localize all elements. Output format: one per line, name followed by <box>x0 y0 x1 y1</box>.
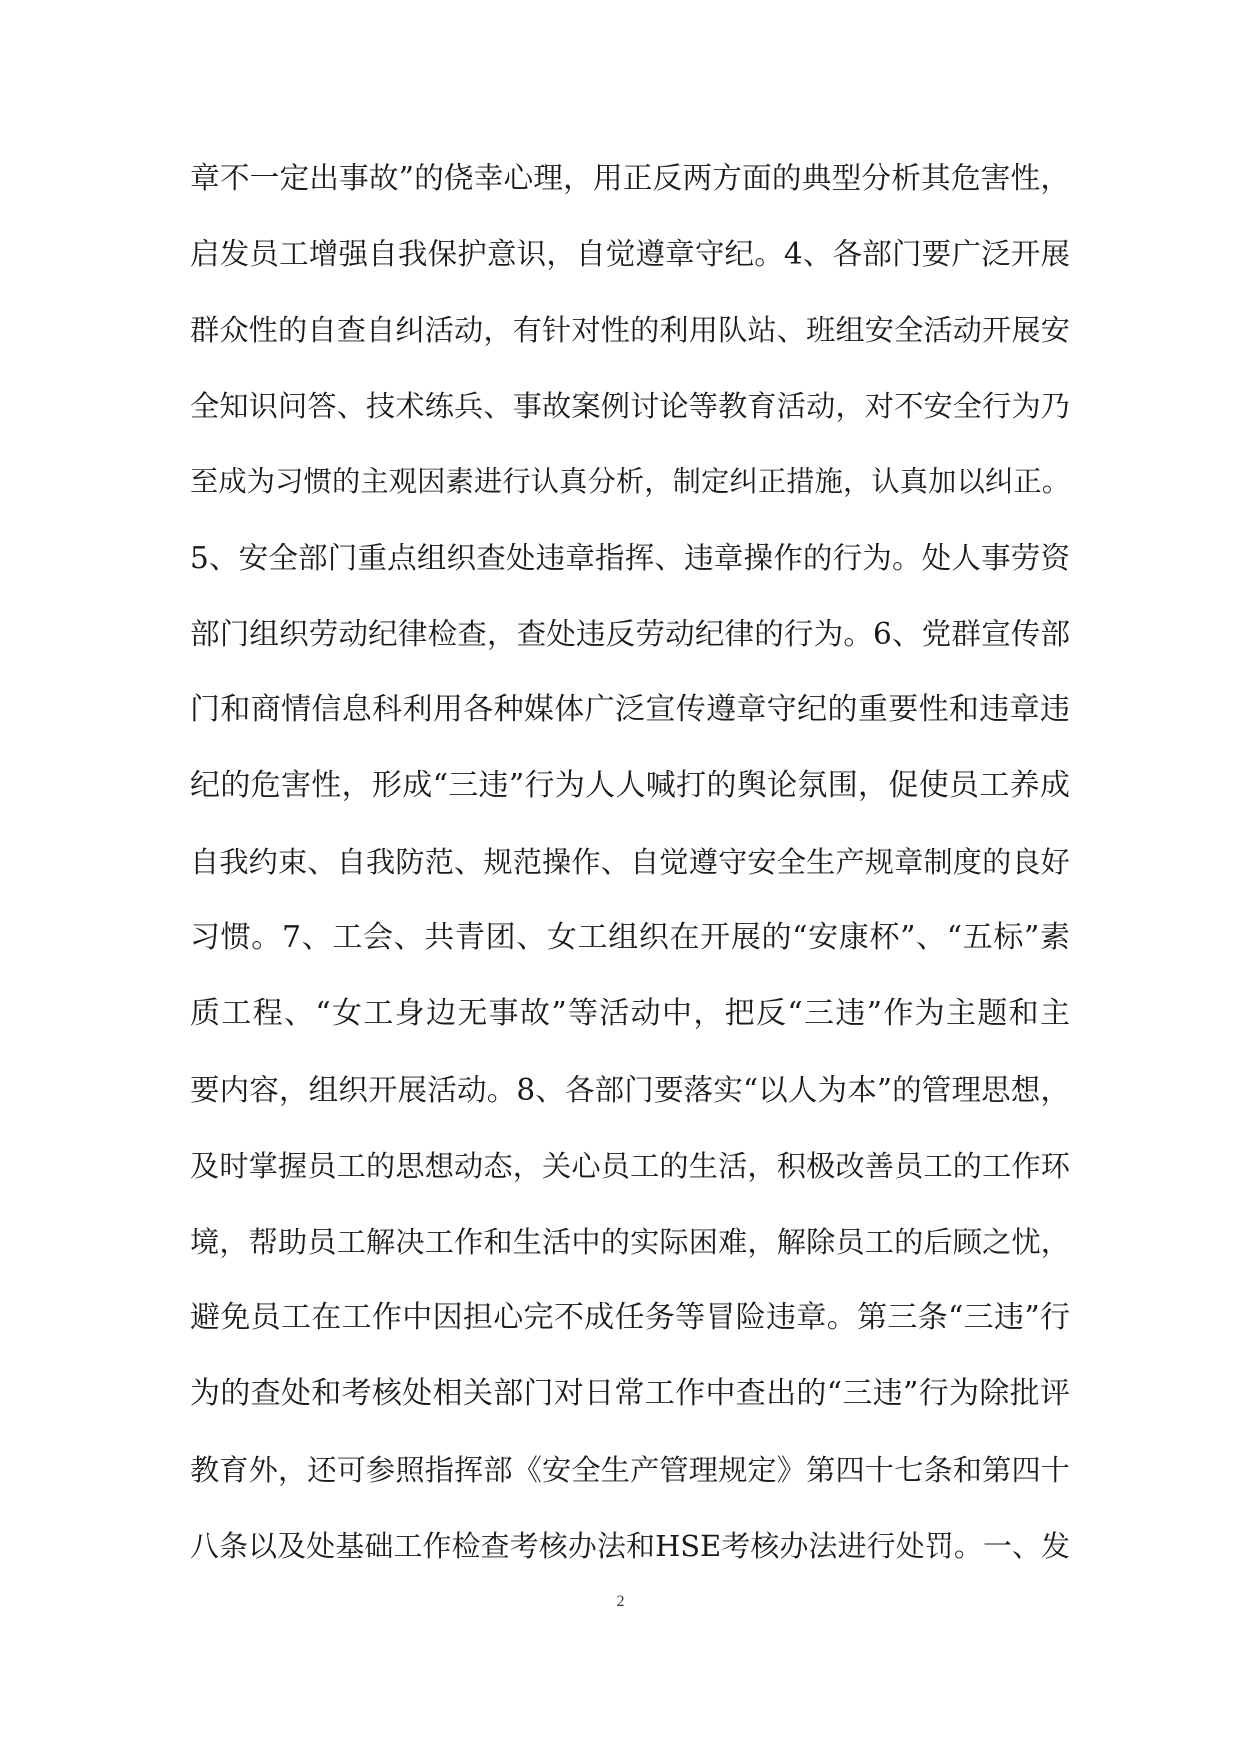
page-number: 2 <box>616 1593 625 1610</box>
text-line: 章不一定出事故”的侥幸心理，用正反两方面的典型分析其危害性， <box>190 160 1070 195</box>
text-line: 至成为习惯的主观因素进行认真分析，制定纠正措施，认真加以纠正。 <box>190 465 1070 498</box>
text-line: 质工程、“女工身边无事故”等活动中，把反“三违”作为主题和主 <box>190 996 1070 1031</box>
text-line: 及时掌握员工的思想动态，关心员工的生活，积极改善员工的工作环 <box>190 1149 1070 1183</box>
text-line: 5、安全部门重点组织查处违章指挥、违章操作的行为。处人事劳资 <box>190 541 1070 575</box>
text-line: 教育外，还可参照指挥部《安全生产管理规定》第四十七条和第四十 <box>190 1453 1070 1487</box>
text-line: 部门组织劳动纪律检查，查处违反劳动纪律的行为。6、党群宣传部 <box>190 617 1070 651</box>
text-line: 八条以及处基础工作检查考核办法和HSE考核办法进行处罚。一、发 <box>190 1529 1070 1563</box>
text-line: 群众性的自查自纠活动，有针对性的利用队站、班组安全活动开展安 <box>190 313 1070 347</box>
text-line: 全知识问答、技术练兵、事故案例讨论等教育活动，对不安全行为乃 <box>190 389 1070 423</box>
text-line: 境，帮助员工解决工作和生活中的实际困难，解除员工的后顾之忧， <box>190 1225 1070 1259</box>
body-text <box>190 140 1070 1584</box>
text-line: 自我约束、自我防范、规范操作、自觉遵守安全生产规章制度的良好 <box>190 845 1070 879</box>
text-line: 纪的危害性，形成“三违”行为人人喊打的舆论氛围，促使员工养成 <box>190 768 1070 803</box>
text-line: 要内容，组织开展活动。8、各部门要落实“以人为本”的管理思想， <box>190 1073 1070 1107</box>
text-line: 启发员工增强自我保护意识，自觉遵章守纪。4、各部门要广泛开展 <box>190 237 1070 271</box>
text-line: 门和商情信息科利用各种媒体广泛宣传遵章守纪的重要性和违章违 <box>190 692 1070 727</box>
text-line: 为的查处和考核处相关部门对日常工作中查出的“三违”行为除批评 <box>190 1376 1070 1411</box>
text-line: 习惯。7、工会、共青团、女工组织在开展的“安康杯”、“五标”素 <box>190 920 1070 955</box>
text-line: 避免员工在工作中因担心完不成任务等冒险违章。第三条“三违”行 <box>190 1300 1070 1335</box>
